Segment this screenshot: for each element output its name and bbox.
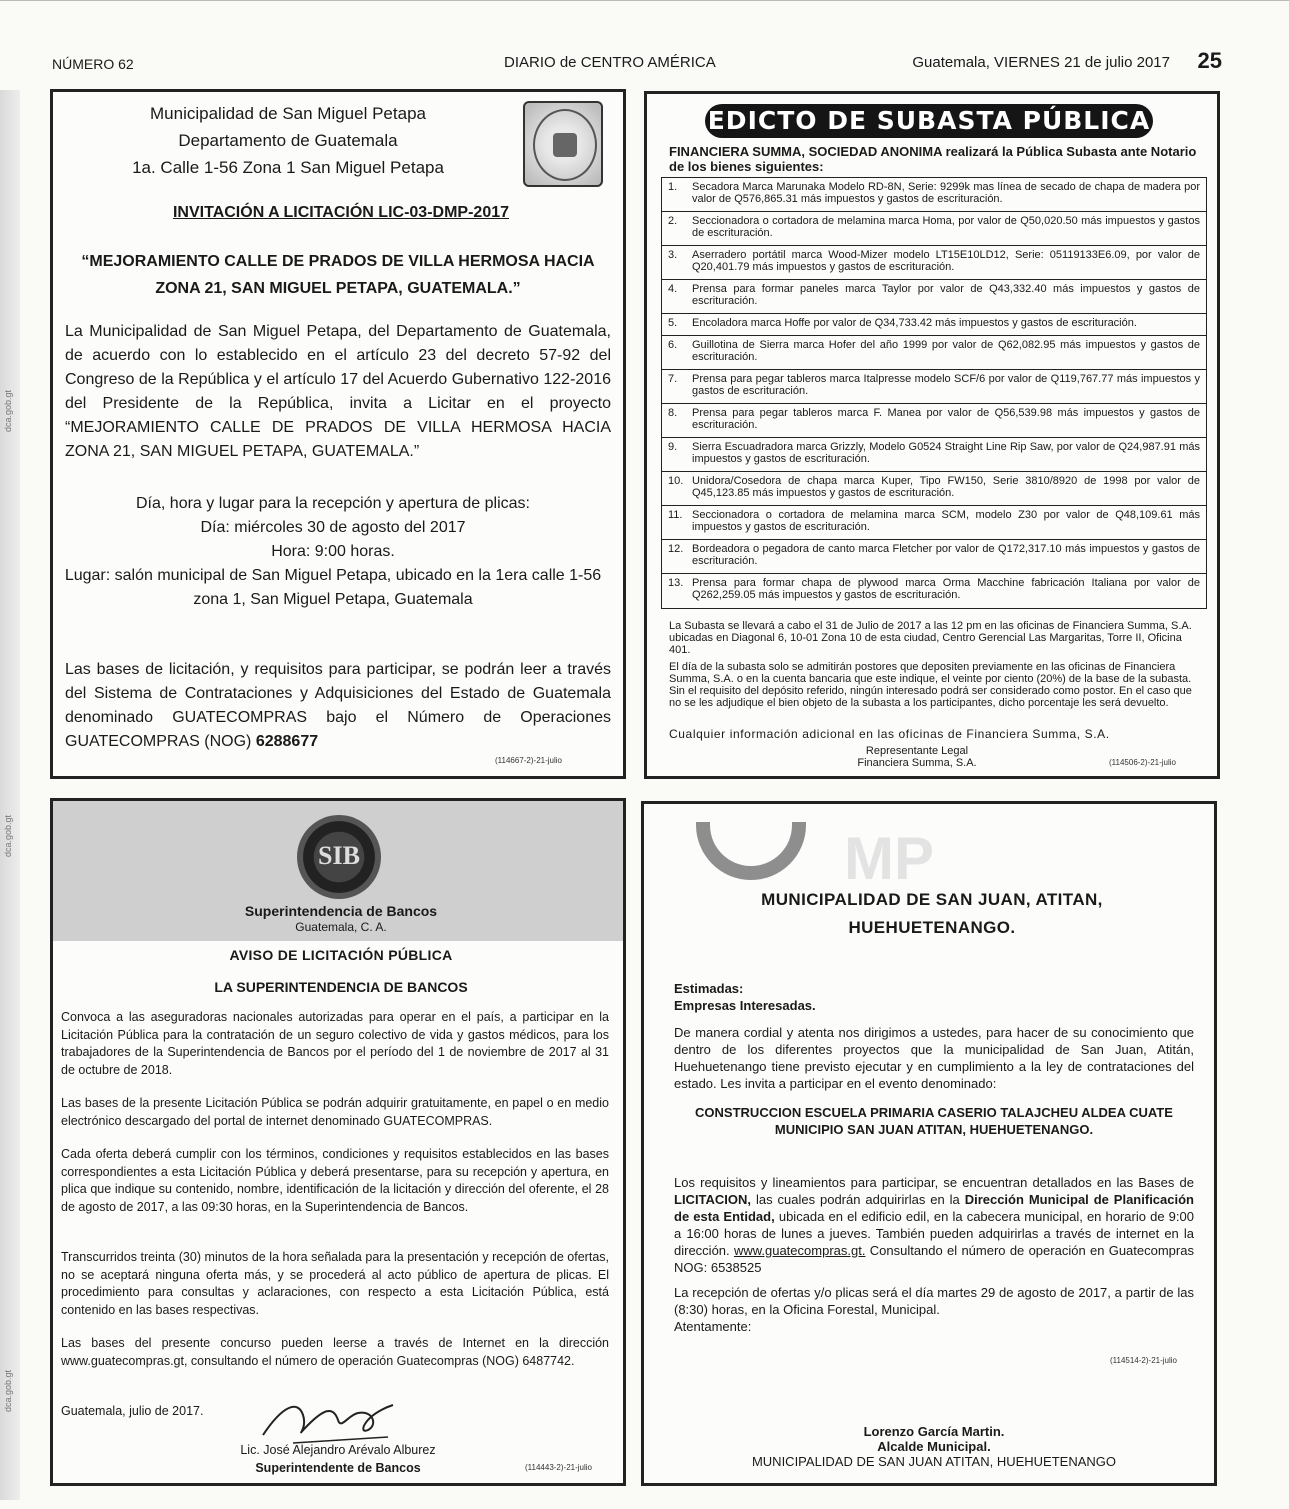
list-item — [662, 574, 1206, 608]
ad1-org-line: Municipalidad de San Miguel Petapa — [150, 104, 426, 123]
item-number: 10. — [668, 475, 684, 487]
ad3-paragraph: Transcurridos treinta (30) minutos de la hora señalada para la presentación y recepción de ofertas, no se aceptará ninguna oferta más, y se procederá al acto público de apertura de plicas. El procedimiento para consultas y aclaraciones, con respecto a esta Licitación Pública, está contenido en las bases respectivas. — [61, 1250, 609, 1317]
item-number: 12. — [668, 543, 684, 555]
ad2-item-list — [661, 177, 1207, 609]
item-text: Prensa para formar paneles marca Taylor por valor de Q43,332.40 más impuestos y gastos de escrituración. — [692, 283, 1200, 307]
ad4-paragraph: De manera cordial y atenta nos dirigimos a ustedes, para hacer de su conocimiento que dentro de los diferentes proyectos que la municipalidad de San Juan, Atitán, Huehuetenango tiene previsto ejecutar y en cumplimiento a la ley de contrataciones del estado. Les invita a participar en el evento denominado: — [674, 1025, 1194, 1091]
item-number: 5. — [668, 317, 678, 329]
item-number: 13. — [668, 577, 684, 589]
side-watermark: dca.gob.gt — [3, 390, 13, 433]
ad3-date: Guatemala, julio de 2017. — [61, 1404, 204, 1418]
item-number: 7. — [668, 373, 678, 385]
watermark-logo-icon: MP — [844, 825, 934, 892]
list-item — [662, 280, 1206, 314]
ad3-reference: (114443-2)-21-julio — [525, 1463, 592, 1472]
ad1-schedule-time: Hora: 9:00 horas. — [271, 543, 395, 560]
ad4-text: Los requisitos y lineamientos para participar, se encuentran detallados en las Bases de — [674, 1175, 1194, 1190]
ad1-schedule-place: Lugar: salón municipal de San Miguel Petapa, ubicado en la 1era calle 1-56 zona 1, San Miguel Petapa, Guatemala — [64, 567, 602, 608]
ad4-title-line: HUEHUETENANGO. — [848, 918, 1016, 937]
newspaper-name: DIARIO de CENTRO AMÉRICA — [504, 54, 716, 71]
list-item — [662, 314, 1206, 336]
ad4-closing: Atentamente: — [674, 1319, 752, 1334]
ad3-signer-name: Lic. José Alejandro Arévalo Alburez — [240, 1443, 436, 1457]
ad4-project-name: CONSTRUCCION ESCUELA PRIMARIA CASERIO TALAJCHEU ALDEA CUATE MUNICIPIO SAN JUAN ATITAN, HUEHUETENANGO. — [695, 1105, 1173, 1137]
item-number: 4. — [668, 283, 678, 295]
side-watermark: dca.gob.gt — [3, 1370, 13, 1413]
ad3-org — [53, 904, 626, 935]
ad4-greeting — [674, 980, 816, 1014]
ad3-signer-title: Superintendente de Bancos — [255, 1461, 421, 1475]
item-text: Prensa para pegar tableros marca Italpresse modelo SCF/6 por valor de Q119,767.77 más impuestos y gastos de escrituración. — [692, 373, 1200, 397]
ad1-header — [53, 100, 523, 181]
ad3-subtitle: LA SUPERINTENDENCIA DE BANCOS — [214, 979, 468, 995]
ad2-signature — [817, 745, 1017, 769]
item-number: 6. — [668, 339, 678, 351]
ad1-nog: 6288677 — [255, 733, 319, 750]
ad4-greeting-line: Estimadas: — [674, 981, 744, 996]
ad1-project-name: “MEJORAMIENTO CALLE DE PRADOS DE VILLA HERMOSA HACIA ZONA 21, SAN MIGUEL PETAPA, GUATEMALA.” — [81, 253, 595, 297]
ad-san-miguel-petapa — [50, 89, 626, 779]
ad3-header-band — [53, 801, 626, 941]
item-text: Guillotina de Sierra marca Hofer del año 1999 por valor de Q62,082.95 más impuestos y gastos de escrituración. — [692, 339, 1200, 363]
ad2-auction-details: La Subasta se llevará a cabo el 31 de Julio de 2017 a las 12 pm en las oficinas de Financiera Summa, S.A. ubicadas en Diagonal 6, 10-01 Zona 10 de esta ciudad, Centro Gerencial Las Margaritas, Torre II, Oficina 401. — [669, 620, 1192, 656]
list-item — [662, 370, 1206, 404]
side-watermark: dca.gob.gt — [3, 815, 13, 858]
ad-edicto-subasta — [644, 91, 1220, 779]
ad4-text: Consultando el número de operación en Guatecompras NOG: 6538525 — [674, 1243, 1194, 1275]
ad1-schedule-day: Día: miércoles 30 de agosto del 2017 — [200, 519, 466, 536]
ad4-signer-org: MUNICIPALIDAD DE SAN JUAN ATITAN, HUEHUETENANGO — [751, 1454, 1117, 1469]
ad4-requirements — [674, 1174, 1194, 1276]
guatecompras-link[interactable]: www.guatecompras.gt. — [733, 1243, 866, 1258]
page-number: 25 — [1197, 48, 1222, 73]
ad1-reference: (114667-2)-21-julio — [495, 756, 562, 765]
list-item — [662, 438, 1206, 472]
item-text: Bordeadora o pegadora de canto marca Fletcher por valor de Q172,317.10 más impuestos y gastos de escrituración. — [692, 543, 1200, 567]
ad4-greeting-line: Empresas Interesadas. — [674, 998, 816, 1013]
ad3-signature — [223, 1441, 453, 1477]
item-number: 3. — [668, 249, 678, 261]
list-item — [662, 336, 1206, 370]
page-header — [52, 50, 1222, 78]
list-item — [662, 404, 1206, 438]
ad4-text: las cuales podrán adquirirlas en la — [755, 1192, 960, 1207]
handwritten-signature-icon — [253, 1395, 403, 1445]
ad2-reference: (114506-2)-21-julio — [1109, 758, 1176, 767]
item-text: Prensa para formar chapa de plywood marca Orma Macchine fabricación Italiana por valor de Q262,259.05 más impuestos y gastos de escrituración. — [692, 577, 1200, 601]
ad1-org-line: 1a. Calle 1-56 Zona 1 San Miguel Petapa — [132, 158, 444, 177]
item-number: 8. — [668, 407, 678, 419]
ad4-signer-name: Lorenzo García Martin. — [863, 1424, 1005, 1439]
ad2-signer-org: Financiera Summa, S.A. — [857, 757, 977, 769]
ad4-signer-title: Alcalde Municipal. — [877, 1439, 991, 1454]
ad3-paragraph: Las bases de la presente Licitación Pública se podrán adquirir gratuitamente, en papel o en medio electrónico descargado del portal de internet denominado GUATECOMPRAS. — [61, 1096, 609, 1128]
ad1-org-line: Departamento de Guatemala — [178, 131, 398, 150]
ad4-text-bold: Dirección Municipal de Planificación de esta Entidad, — [674, 1192, 1194, 1224]
municipal-logo-icon — [696, 822, 806, 880]
item-text: Sierra Escuadradora marca Grizzly, Modelo G0524 Straight Line Rip Saw, por valor de Q24,987.91 más impuestos y gastos de escrituración. — [692, 441, 1200, 465]
sib-logo-text: SIB — [318, 841, 360, 870]
ad-superintendencia-bancos — [50, 798, 626, 1486]
ad3-org-name: Superintendencia de Bancos — [244, 903, 438, 919]
item-text: Prensa para pegar tableros marca F. Manea por valor de Q56,539.98 más impuestos y gastos de escrituración. — [692, 407, 1200, 431]
ad1-bases — [65, 658, 611, 754]
ad1-schedule-title: Día, hora y lugar para la recepción y apertura de plicas: — [136, 495, 530, 512]
ad1-schedule — [53, 492, 613, 612]
top-rule — [0, 0, 1289, 6]
ad3-title: AVISO DE LICITACIÓN PÚBLICA — [229, 947, 453, 963]
sib-logo-icon — [297, 815, 381, 899]
ad-municipalidad-san-juan-atitan — [641, 801, 1217, 1486]
item-number: 1. — [668, 181, 678, 193]
item-text: Seccionadora o cortadora de melamina marca SCM, modelo Z30 por valor de Q48,109.61 más impuestos y gastos de escrituración. — [692, 509, 1200, 533]
ad2-banner: EDICTO DE SUBASTA PÚBLICA — [705, 104, 1153, 138]
list-item — [662, 472, 1206, 506]
list-item — [662, 246, 1206, 280]
ad1-body: La Municipalidad de San Miguel Petapa, del Departamento de Guatemala, de acuerdo con lo establecido en el artículo 23 del decreto 57-92 del Congreso de la República y el artículo 17 del Acuerdo Gubernativo 122-2016 del Presidente de la República, invita a Licitar en el proyecto “MEJORAMIENTO CALLE DE PRADOS DE VILLA HERMOSA HACIA ZONA 21, SAN MIGUEL PETAPA, GUATEMALA.” — [65, 323, 611, 460]
ad1-invitation-title: INVITACIÓN A LICITACIÓN LIC-03-DMP-2017 — [172, 204, 510, 221]
issue-date: Guatemala, VIERNES 21 de julio 2017 — [912, 54, 1170, 71]
ad4-signature — [704, 1424, 1164, 1469]
municipal-seal-icon — [523, 101, 603, 187]
ad1-bases-text: Las bases de licitación, y requisitos para participar, se podrán leer a través del Sistema de Contrataciones y Adquisiciones del Estado de Guatemala denominado GUATECOMPRAS bajo el Número de Operaciones GUATECOMPRAS (NOG) — [65, 661, 611, 750]
ad4-reference: (114514-2)-21-julio — [1110, 1356, 1177, 1365]
item-number: 11. — [668, 509, 683, 521]
item-text: Encoladora marca Hoffe por valor de Q34,733.42 más impuestos y gastos de escrituración. — [692, 317, 1137, 329]
item-number: 9. — [668, 441, 678, 453]
issue-number: NÚMERO 62 — [52, 56, 134, 72]
ad4-title-line: MUNICIPALIDAD DE SAN JUAN, ATITAN, — [761, 890, 1103, 909]
item-text: Unidora/Cosedora de chapa marca Kuper, Tipo FW150, Serie 3810/8920 de 1998 por valor de Q45,123.85 más impuestos y gastos de escrituración. — [692, 475, 1200, 499]
ad2-deposit-terms: El día de la subasta solo se admitirán postores que depositen previamente en las oficinas de Financiera Summa, S.A. o en la cuenta bancaria que este indique, el veinte por ciento (20%) de la base de la subasta. Sin el requisito del depósito referido, ningún interesado podrá ser considerado como postor. En el caso que no se les adjudique el bien objeto de la subasta a los participantes, dicho porcentaje les será devuelto. — [669, 661, 1192, 709]
ad2-signer-title: Representante Legal — [865, 745, 969, 757]
ad3-paragraph: Convoca a las aseguradoras nacionales autorizadas para operar en el país, a participar en la Licitación Pública para la contratación de un seguro colectivo de vida y gastos médicos, para los trabajadores de la Superintendencia de Bancos por el período del 1 de noviembre de 2017 al 31 de octubre de 2018. — [61, 1010, 609, 1077]
ad4-text-bold: LICITACION, — [674, 1192, 752, 1207]
ad3-paragraph: Cada oferta deberá cumplir con los términos, condiciones y requisitos establecidos en las bases correspondientes a esta Licitación Pública y deberá presentarse, para su recepción y apertura, en plica que indique su contenido, nombre, identificación de la licitación y dirección del oferente, el 28 de agosto de 2017, a las 09:30 horas, en la Superintendencia de Bancos. — [61, 1147, 609, 1214]
ad4-reception: La recepción de ofertas y/o plicas será el día martes 29 de agosto de 2017, a partir de las (8:30) horas, en la Oficina Forestal, Municipal. — [674, 1285, 1194, 1317]
ad2-contact-note: Cualquier información adicional en las oficinas de Financiera Summa, S.A. — [669, 727, 1110, 741]
ad3-paragraph: Las bases del presente concurso pueden leerse a través de Internet en la dirección www.guatecompras.gt, consultando el número de operación Guatecompras (NOG) 6487742. — [61, 1336, 609, 1368]
list-item — [662, 506, 1206, 540]
ad4-title — [644, 886, 1217, 942]
ad4-text: ubicada en el edificio edil, en la cabecera municipal, en horario de 9:00 a 16:00 horas de lunes a jueves. También pueden adquirirlas a través de internet en la dirección. — [674, 1209, 1194, 1258]
list-item — [662, 540, 1206, 574]
ad2-intro: FINANCIERA SUMMA, SOCIEDAD ANONIMA realizará la Pública Subasta ante Notario de los bienes siguientes: — [669, 144, 1197, 174]
list-item — [662, 212, 1206, 246]
item-text: Seccionadora o cortadora de melamina marca Homa, por valor de Q50,020.50 más impuestos y gastos de escrituración. — [692, 215, 1200, 239]
left-margin-strip — [0, 90, 20, 1500]
list-item — [662, 178, 1206, 212]
item-text: Aserradero portátil marca Wood-Mizer modelo LT15E10LD12, Serie: 05119133E6.09, por valor de Q20,401.79 más impuestos y gastos de escrituración. — [692, 249, 1200, 273]
item-number: 2. — [668, 215, 678, 227]
ad3-org-sub: Guatemala, C. A. — [295, 920, 387, 934]
item-text: Secadora Marca Marunaka Modelo RD-8N, Serie: 9299k mas línea de secado de chapa de madera por valor de Q576,865.31 más impuestos y gastos de escrituración. — [692, 181, 1200, 205]
